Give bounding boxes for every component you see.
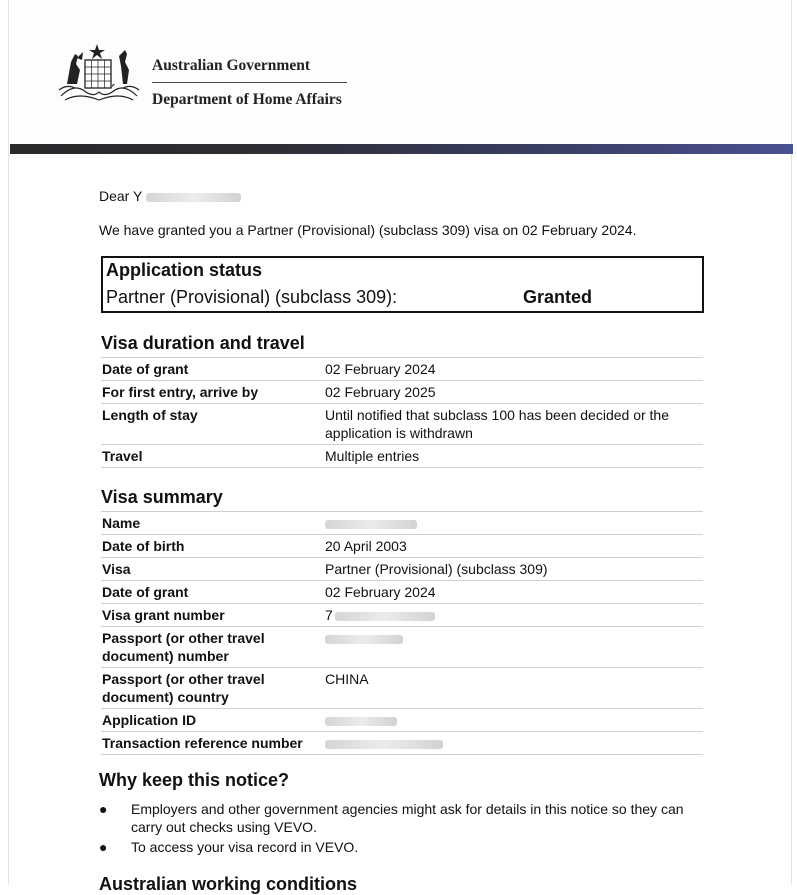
table-row xyxy=(101,581,703,604)
table-row xyxy=(101,668,703,709)
status-title: Application status xyxy=(106,260,263,280)
row-value: 20 April 2003 xyxy=(325,538,407,554)
row-key: Transaction reference number xyxy=(102,735,303,751)
duration-table xyxy=(101,357,703,468)
row-key: Date of grant xyxy=(102,584,189,600)
table-row xyxy=(101,535,703,558)
table-row xyxy=(101,558,703,581)
redacted-value xyxy=(325,717,397,726)
row-value xyxy=(325,514,700,532)
header-band xyxy=(10,144,793,154)
greeting-text: Dear Y xyxy=(99,188,143,204)
row-value: 02 February 2025 xyxy=(325,384,436,400)
notice-page xyxy=(8,0,792,894)
bullet-text: To access your visa record in VEVO. xyxy=(131,839,359,855)
duration-title: Visa duration and travel xyxy=(101,333,305,353)
row-value: Until notified that subclass 100 has been decided or the application is withdrawn xyxy=(325,407,670,441)
row-value xyxy=(325,711,700,729)
summary-title: Visa summary xyxy=(101,487,223,507)
greeting xyxy=(99,188,241,204)
bullet-text: Employers and other government agencies might ask for details in this notice so they can carry out checks using VEVO. xyxy=(131,801,684,835)
summary-table xyxy=(101,511,703,755)
table-row xyxy=(101,381,703,404)
row-value: 02 February 2024 xyxy=(325,584,436,600)
status-value: Granted xyxy=(523,287,593,307)
bullet-icon: ● xyxy=(99,839,108,855)
application-status-box xyxy=(101,256,704,313)
working-conditions-title: Australian working conditions xyxy=(99,874,358,894)
bullet-icon: ● xyxy=(99,801,108,817)
value-prefix: 7 xyxy=(325,607,333,623)
row-value xyxy=(325,629,700,647)
table-row xyxy=(101,709,703,732)
row-key: Passport (or other travel document) country xyxy=(102,671,265,705)
table-row xyxy=(101,512,703,535)
redacted-value xyxy=(325,635,403,644)
redacted-name xyxy=(146,193,241,202)
table-row xyxy=(101,627,703,668)
redacted-value xyxy=(325,740,443,749)
row-key: Travel xyxy=(102,448,143,464)
government-wordmark xyxy=(152,57,347,109)
table-row xyxy=(101,604,703,627)
row-key: Visa xyxy=(102,561,131,577)
redacted-value xyxy=(325,520,417,529)
government-name: Australian Government xyxy=(152,57,347,83)
row-value: 02 February 2024 xyxy=(325,361,436,377)
row-key: Application ID xyxy=(102,712,197,728)
department-name: Department of Home Affairs xyxy=(152,91,342,108)
status-label: Partner (Provisional) (subclass 309): xyxy=(106,287,398,307)
row-value xyxy=(325,734,700,752)
row-key: Passport (or other travel document) number xyxy=(102,630,265,664)
table-row xyxy=(101,732,703,755)
why-keep-title: Why keep this notice? xyxy=(99,770,290,790)
row-key: Visa grant number xyxy=(102,607,225,623)
table-row xyxy=(101,358,703,381)
coat-of-arms-icon xyxy=(53,40,145,108)
grant-intro: We have granted you a Partner (Provisional) (subclass 309) visa on 02 February 2024. xyxy=(99,222,637,238)
table-row xyxy=(101,404,703,445)
row-key: Length of stay xyxy=(102,407,198,423)
table-row xyxy=(101,445,703,468)
redacted-value xyxy=(335,612,435,621)
row-value: Partner (Provisional) (subclass 309) xyxy=(325,561,548,577)
row-value: Multiple entries xyxy=(325,448,420,464)
row-value: CHINA xyxy=(325,671,369,687)
row-key: Date of birth xyxy=(102,538,185,554)
row-key: For first entry, arrive by xyxy=(102,384,259,400)
letterhead xyxy=(9,0,791,150)
row-value xyxy=(325,606,700,624)
row-key: Date of grant xyxy=(102,361,189,377)
row-key: Name xyxy=(102,515,141,531)
